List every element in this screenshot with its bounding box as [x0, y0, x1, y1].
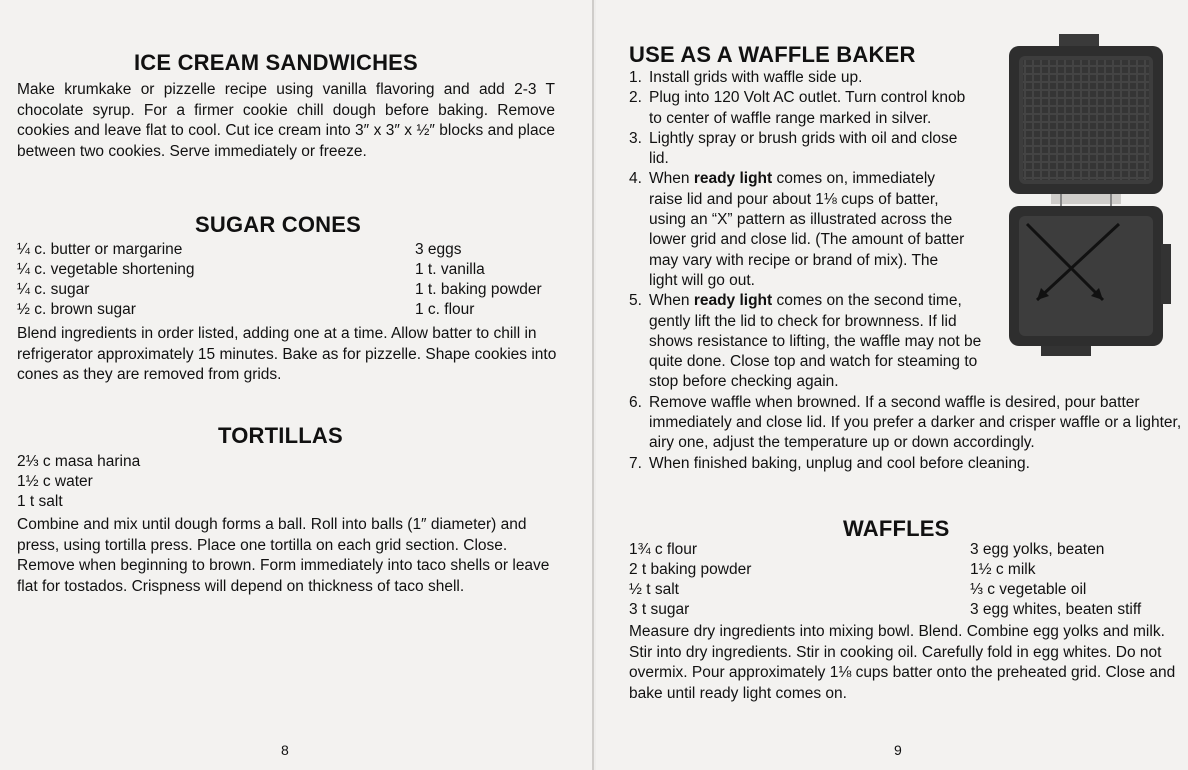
waffle-baker-steps: [629, 68, 1182, 474]
waffles-body: Measure dry ingredients into mixing bowl. Blend. Combine egg yolks and milk. Stir into dry ingredients. Stir in cooking oil. Carefully fold in egg whites. Do not overmix. Pour approximately 1⅛ cups batter onto the preheated grid. Close and bake until ready light comes on.: [629, 623, 1176, 702]
step-number: 5.: [629, 292, 642, 310]
step-text: Remove waffle when browned. If a second waffle is desired, pour batter immediately and close lid. If you prefer a darker and crisper waffle or a lighter, airy one, adjust the temperature up or down accordingly.: [649, 393, 1182, 452]
waffle-step-6: [629, 393, 1188, 454]
right-page: [596, 0, 1188, 770]
ingredient: ¼ c. butter or margarine: [17, 241, 183, 258]
ingredient: 1 t. vanilla: [415, 261, 485, 278]
ingredient: 1½ c milk: [970, 561, 1036, 578]
waffle-step-7: [629, 454, 1188, 474]
sugar-cones-title: SUGAR CONES: [195, 212, 361, 237]
sugar-cones-body: Blend ingredients in order listed, adding one at a time. Allow batter to chill in refrigerator approximately 15 minutes. Bake as for pizzelle. Shape cookies into cones as they are removed from grids.: [17, 325, 557, 383]
step-text: Install grids with waffle side up.: [649, 69, 863, 86]
tortillas-title: TORTILLAS: [218, 423, 343, 448]
waffle-step-3: [629, 129, 969, 170]
step-emphasis: ready light: [693, 292, 773, 310]
step-text: When finished baking, unplug and cool before cleaning.: [649, 454, 1030, 472]
ingredient: 1 c. flour: [415, 301, 475, 318]
page-number: 8: [281, 742, 289, 758]
ingredient: 3 t sugar: [629, 601, 690, 618]
ingredient: 2 t baking powder: [629, 561, 752, 578]
step-text: When: [649, 292, 694, 310]
ice-cream-body: Make krumkake or pizzelle recipe using vanilla flavoring and add 2-3 T chocolate syrup. For a firmer cookie chill dough before baking. Remove cookies and leave flat to cool. Cut ice cream into 3″ x 3″ x ½″ blocks and place between two cookies. Serve immediately or freeze.: [17, 81, 555, 160]
waffle-step-1: [629, 68, 969, 88]
tortillas-body: Combine and mix until dough forms a ball. Roll into balls (1″ diameter) and press, using tortilla press. Place one tortilla on each grid section. Close. Remove when beginning to brown. Form immediately into taco shells or leave flat for tostados. Crispness will depend on thickness of taco shell.: [17, 516, 550, 595]
step-text: When: [649, 170, 694, 188]
ingredient: 3 egg whites, beaten stiff: [970, 601, 1142, 618]
step-text: Plug into 120 Volt AC outlet. Turn control knob to center of waffle range marked in silver.: [649, 89, 966, 127]
step-number: 1.: [629, 69, 642, 86]
ingredient: ¼ c. sugar: [17, 281, 90, 298]
ingredient: 1½ c water: [17, 473, 93, 490]
step-number: 7.: [629, 454, 642, 472]
waffle-baker-title: USE AS A WAFFLE BAKER: [629, 42, 916, 67]
ingredient: 1 t salt: [17, 493, 63, 510]
step-number: 4.: [629, 170, 642, 188]
ice-cream-title: ICE CREAM SANDWICHES: [134, 50, 418, 75]
waffle-step-2: [629, 88, 969, 129]
step-text: Lightly spray or brush grids with oil and close lid.: [649, 129, 958, 168]
ingredient: 2⅓ c masa harina: [17, 453, 141, 470]
step-number: 6.: [629, 393, 642, 411]
waffle-step-4: [629, 169, 969, 291]
page-number: 9: [894, 742, 902, 758]
ingredient: ¼ c. vegetable shortening: [17, 261, 195, 278]
step-number: 2.: [629, 89, 642, 107]
waffle-step-5: [629, 291, 989, 392]
ingredient: 3 egg yolks, beaten: [970, 541, 1105, 558]
waffle-baker-illustration: [1001, 34, 1171, 364]
ingredient: ½ c. brown sugar: [17, 301, 136, 318]
ingredient: ⅓ c vegetable oil: [970, 581, 1087, 598]
ingredient: 1¾ c flour: [629, 541, 698, 558]
ingredient: 1 t. baking powder: [415, 281, 542, 298]
step-number: 3.: [629, 129, 642, 147]
waffles-title: WAFFLES: [843, 516, 950, 541]
ingredient: 3 eggs: [415, 241, 462, 258]
step-text: comes on, immediately raise lid and pour about 1⅛ cups of batter, using an “X” pattern as illustrated across the lower grid and close lid. (The amount of batter may vary with recipe or brand of mix). The light will go out.: [649, 170, 965, 289]
ingredient: ½ t salt: [629, 581, 679, 598]
step-emphasis: ready light: [693, 170, 773, 188]
step-text: comes on the second time, gently lift the lid to check for brownness. If lid shows resistance to lifting, the waffle may not be quite done. Close top and watch for steaming to stop before checking again.: [649, 292, 982, 391]
